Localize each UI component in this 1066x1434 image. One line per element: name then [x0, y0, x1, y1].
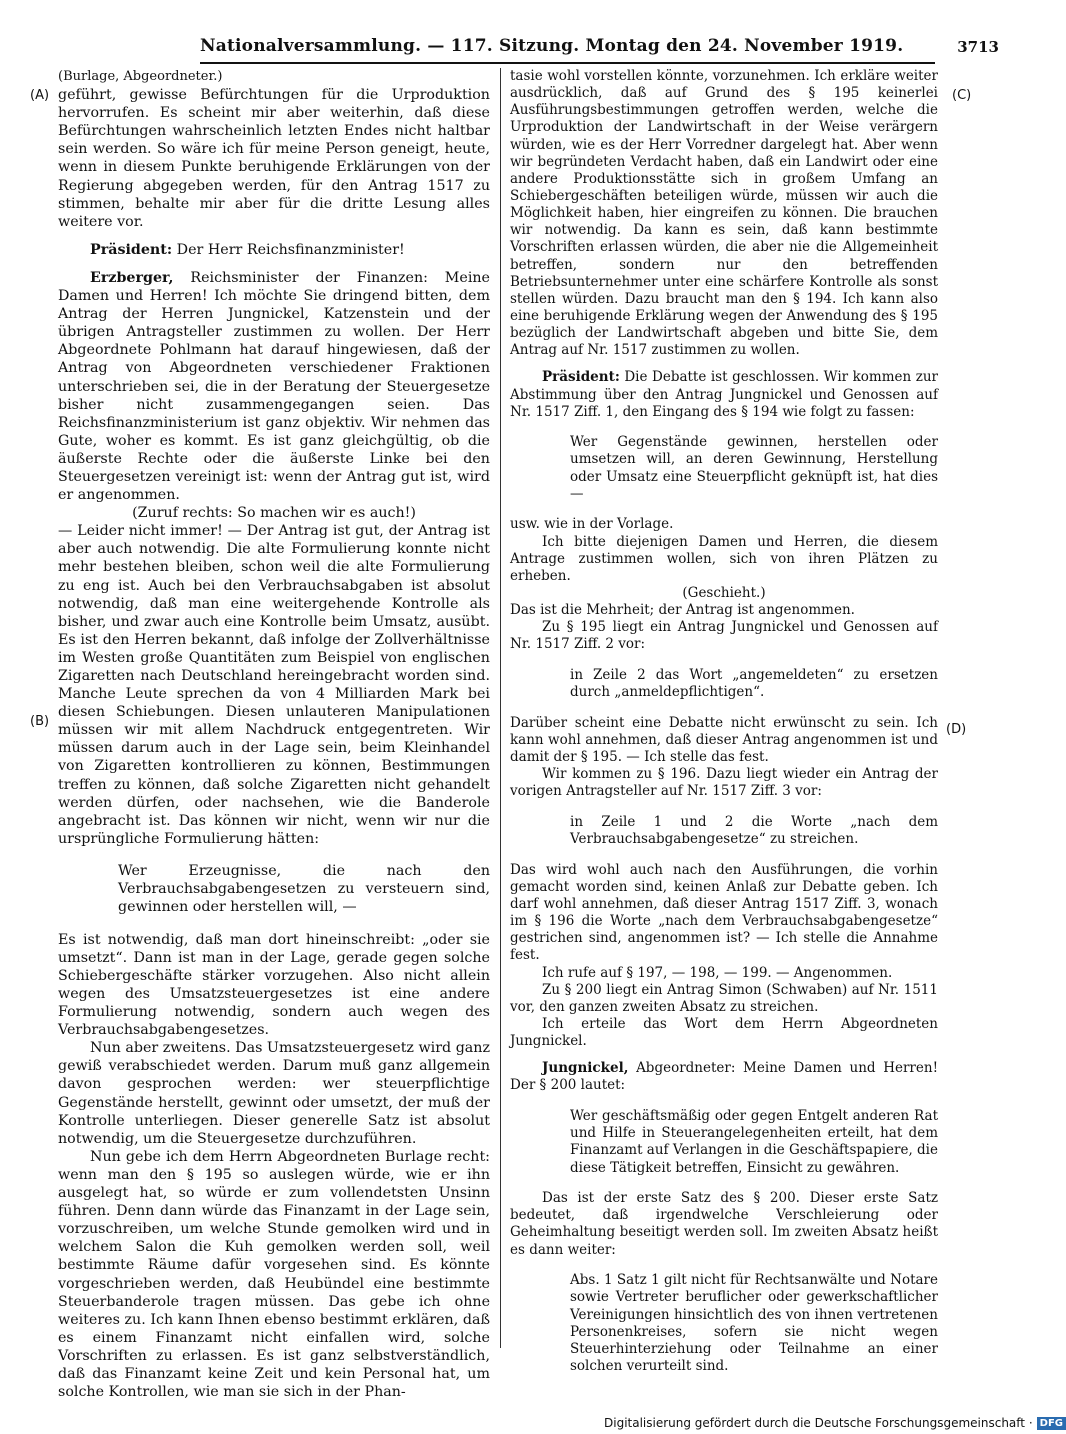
quote: in Zeile 2 das Wort „angemeldeten“ zu ersetzen durch „anmeldepflichtigen“.	[570, 667, 938, 701]
quote: Wer geschäftsmäßig oder gegen Entgelt anderen Rat und Hilfe in Steuerangelegenheiten erteilt, hat dem Finanzamt auf Verlangen in die Geschäftspapiere, die diese Tätigkeit betreffen, Einsicht zu gewähren.	[570, 1108, 938, 1176]
speech-text: Abgeordneter: Meine Damen und Herren! Der § 200 lautet:	[510, 1060, 938, 1094]
page-header	[200, 36, 999, 64]
margin-marker-d: (D)	[946, 722, 967, 737]
paragraph: — Leider nicht immer! — Der Antrag ist gut, der Antrag ist aber auch notwendig. Die alte Formulierung konnte nicht mehr bestehen bleiben, schon weil die alte Formulierung zu eng ist. Auch bei den Verbrauchsabgaben ist absolut notwendig, daß man eine weitergehende Kontrolle als bisher, und zwar auch eine Kontrolle beim Umsatz, ausübt. Es ist den Herren bekannt, daß infolge der Zollverhältnisse im Westen große Quantitäten zum Beispiel von englischen Zigaretten nach Deutschland hereingebracht worden sind. Manche Leute sprechen da von 4 Milliarden Mark bei diesen Schiebungen. Diesen unlauteren Manipulationen müssen wir mit allem Nachdruck entgegentreten. Wir müssen darum auch in der Lage sein, beim Kleinhandel von Zigaretten kontrollieren zu können, Bestimmungen treffen zu können, daß solche Zigaretten nicht gehandelt werden dürfen, oder nachsehen, wie die Banderole angebracht ist. Das können wir nicht, wenn wir nur die ursprüngliche Formulierung hätten:	[58, 523, 490, 847]
paragraph: geführt, gewisse Befürchtungen für die Urproduktion hervorrufen. Es scheint mir aber weiterhin, daß diese Befürchtungen wahrscheinlich letzten Endes nicht haltbar sein werden. So wäre ich für meine Person geneigt, heute, wenn in diesem Punkte beruhigende Erklärungen von der Regierung abgegeben werden, für den Antrag 1517 zu stimmen, behalte mir aber für die dritte Lesung alles weitere vor.	[58, 87, 490, 230]
speaker-name: Präsident:	[542, 369, 620, 386]
paragraph: Nun gebe ich dem Herrn Abgeordneten Burlage recht: wenn man den § 195 so auslegen würde, wie er ihn ausgelegt hat, so würde er zum vollendetsten Unsinn führen. Denn dann würde das Finanzamt in der Lage sein, vorzuschreiben, um welche Stunde gemolken wird und in welchem Salon die Kuh gemolken werden soll, weil bestimmte Räume dafür vorgesehen sind. Es könnte vorgeschrieben werden, daß Heubündel eine bestimmte Steuerbanderole tragen müssen. Das gebe ich ohne weiteres zu. Ich kann Ihnen ebenso bestimmt erklären, daß es einem Finanzamt nicht einfallen wird, solche Vorschriften zu erlassen. Es ist ganz selbstverständlich, daß das Finanzamt keine Zeit und kein Personal hat, um solche Kontrollen, wie man sie sich in der Phan-	[58, 1148, 490, 1401]
speech-president	[510, 369, 938, 420]
margin-marker-b: (B)	[30, 714, 50, 729]
paragraph: Das wird wohl auch nach den Ausführungen, die vorhin gemacht worden sind, keinen Anlaß zur Debatte geben. Ich darf wohl annehmen, daß dieser Antrag 1517 Ziff. 3, wonach im § 196 die Worte „nach dem Verbrauchsabgabengesetze“ gestrichen sind, angenommen ist? — Ich stelle die Annahme fest.	[510, 861, 938, 964]
paragraph: Es ist notwendig, daß man dort hineinschreibt: „oder sie umsetzt“. Dann ist man in der Lage, gerade gegen solche Schiebergeschäfte stärker vorzugehen. Also nicht allein wegen des Umsatzsteuergesetzes ist eine andere Formulierung notwendig, sondern auch wegen des Verbrauchsabgabengesetzes.	[58, 931, 490, 1039]
speech-text: Reichsminister der Finanzen: Meine Damen und Herren! Ich möchte Sie dringend bitten, dem Antrag der Herren Jungnickel, Katzenstein und der übrigen Antragsteller zustimmen zu wollen. Der Herr Abgeordnete Pohlmann hat darauf hingewiesen, daß der Antrag von Abgeordneten verschiedener Fraktionen unterschrieben sei, die in der Beratung der Steuergesetze bisher nicht zusammengegangen seien. Das Reichsfinanzministerium ist ganz objektiv. Wir nehmen das Gute, woher es kommt. Es ist ganz gleichgültig, ob die äußerste Rechte oder die äußerste Linke bei den Steuergesetzen vereinigt ist: wenn der Antrag gut ist, wird er angenommen.	[58, 269, 490, 504]
right-column	[510, 68, 938, 1389]
paragraph: Das ist der erste Satz des § 200. Dieser erste Satz bedeutet, daß irgendwelche Verschleierung oder Geheimhaltung beseitigt werden soll. Im zweiten Absatz heißt es dann weiter:	[510, 1190, 938, 1258]
paragraph: usw. wie in der Vorlage.	[510, 516, 674, 533]
paragraph: tasie wohl vorstellen könnte, vorzunehmen. Ich erkläre weiter ausdrücklich, daß auf Grund des § 195 keinerlei Ausführungsbestimmungen getroffen werden, welche die Urproduktion der Landwirtschaft in der Weise verärgern würden, wie es der Herr Vorredner dargelegt hat. Aber wenn wir begründeten Verdacht haben, daß ein Landwirt oder eine andere Produktionsstätte sich in großem Umfang an Schiebergeschäften beteiligen würde, müssen wir auch die Möglichkeit haben, hier eingreifen zu können. Die brauchen wir notwendig. Da kann es sein, daß kann bestimmte Vorschriften erlassen würden, die aber nie die Allgemeinheit betreffen, sondern nur den betreffenden Betriebsunternehmer unter eine schärfere Kontrolle als sonst stellen würden. Dazu braucht man den § 194. Ich kann also eine beruhigende Erklärung wegen der Anwendung des § 195 bezüglich der Landwirtschaft abgeben und bitte Sie, dem Antrag auf Nr. 1517 zustimmen zu wollen.	[510, 68, 938, 359]
margin-marker-a: (A)	[30, 88, 50, 103]
footer-text: Digitalisierung gefördert durch die Deutsche Forschungsgemeinschaft ·	[604, 1416, 1033, 1430]
margin-marker-c: (C)	[952, 88, 972, 103]
footer-credit	[604, 1416, 1066, 1430]
paragraph: Ich erteile das Wort dem Herrn Abgeordneten Jungnickel.	[510, 1016, 938, 1050]
speaker-source: (Burlage, Abgeordneter.)	[58, 69, 223, 84]
dfg-logo: DFG	[1037, 1417, 1066, 1430]
paragraph: Ich rufe auf § 197, — 198, — 199. — Angenommen.	[542, 964, 893, 981]
speech-jungnickel	[510, 1060, 938, 1094]
speaker-name: Erzberger,	[90, 269, 174, 286]
header-title: Nationalversammlung. — 117. Sitzung. Montag den 24. November 1919.	[200, 36, 904, 56]
paragraph: Das ist die Mehrheit; der Antrag ist angenommen.	[510, 602, 855, 619]
paragraph: Zu § 195 liegt ein Antrag Jungnickel und Genossen auf Nr. 1517 Ziff. 2 vor:	[510, 619, 938, 653]
quote: Wer Gegenstände gewinnen, herstellen oder umsetzen will, an deren Gewinnung, Herstellung oder Umsatz eine Steuerpflicht geknüpft ist, hat dies —	[570, 434, 938, 502]
left-column	[58, 68, 490, 1401]
speech-text: Die Debatte ist geschlossen. Wir kommen zur Abstimmung über den Antrag Jungnickel und Genossen auf Nr. 1517 Ziff. 1, den Eingang des § 194 wie folgt zu fassen:	[510, 369, 938, 420]
paragraph: Zu § 200 liegt ein Antrag Simon (Schwaben) auf Nr. 1511 vor, den ganzen zweiten Absatz zu streichen.	[510, 981, 938, 1015]
speech-text: Der Herr Reichsfinanzminister!	[176, 241, 405, 258]
quote: Abs. 1 Satz 1 gilt nicht für Rechtsanwälte und Notare sowie Vertreter beruflicher oder gewerkschaftlicher Vereinigungen hinsichtlich des von ihnen vertretenen Personenkreises, sofern sie nicht wegen Steuerhinterziehung oder Teilnahme an einer solchen verurteilt sind.	[570, 1272, 938, 1374]
interjection: (Geschieht.)	[682, 584, 766, 601]
paragraph: Ich bitte diejenigen Damen und Herren, die diesem Antrage zustimmen wollen, sich von ihren Plätzen zu erheben.	[510, 533, 938, 584]
speaker-name: Präsident:	[90, 241, 173, 258]
quote: in Zeile 1 und 2 die Worte „nach dem Verbrauchsabgabengesetze“ zu streichen.	[570, 813, 938, 848]
page-number: 3713	[957, 38, 999, 56]
interjection: (Zuruf rechts: So machen wir es auch!)	[132, 505, 416, 522]
paragraph: Darüber scheint eine Debatte nicht erwünscht zu sein. Ich kann wohl annehmen, daß dieser Antrag angenommen ist und damit der § 195. — Ich stelle das fest.	[510, 714, 938, 766]
paragraph: Wir kommen zu § 196. Dazu liegt wieder ein Antrag der vorigen Antragsteller auf Nr. 1517 Ziff. 3 vor:	[510, 766, 938, 800]
quote: Wer Erzeugnisse, die nach den Verbrauchsabgabengesetzen zu versteuern sind, gewinnen oder herstellen will, —	[118, 863, 490, 916]
paragraph: Nun aber zweitens. Das Umsatzsteuergesetz wird ganz gewiß verabschiedet werden. Darum muß ganz allgemein davon gesprochen werden: wer steuerpflichtige Gegenstände herstellt, gewinnt oder umsetzt, der muß der Kontrolle unterliegen. Dieser generelle Satz ist absolut notwendig, um die Steuergesetze durchzuführen.	[58, 1040, 490, 1147]
speech-erzberger	[58, 269, 490, 504]
column-divider	[500, 68, 501, 1348]
speech-president	[58, 241, 490, 259]
speaker-name: Jungnickel,	[542, 1060, 629, 1077]
